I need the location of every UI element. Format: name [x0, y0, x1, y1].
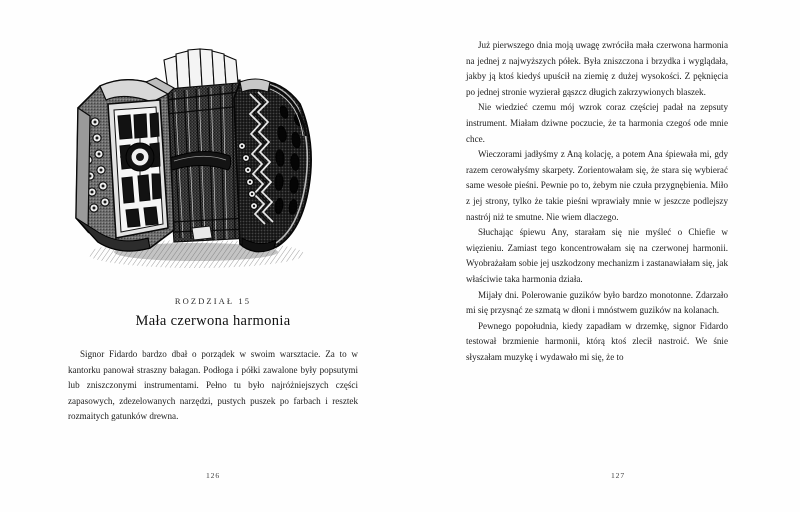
- paragraph: Nie wiedzieć czemu mój wzrok coraz częściej padał na zepsuty instrument. Miałam dziwne poczucie, że ta harmonia czegoś ode mnie chce.: [466, 102, 728, 144]
- accordion-left-body: [76, 80, 174, 251]
- accordion-illustration: [64, 42, 322, 282]
- chapter-number-label: ROZDZIAŁ 15: [174, 296, 252, 306]
- accordion-right-body: [234, 79, 311, 252]
- page-number-left: 126: [205, 471, 221, 480]
- page-number-right: 127: [610, 471, 626, 480]
- paragraph: Słuchając śpiewu Any, starałam się nie myśleć o Chiefie w więzieniu. Zamiast tego koncentrowałam się na czerwonej harmonii. Wyobrażałam sobie jej uszkodzony mechanizm i zastanawiałam się, jak właściwie taka harmonia działa.: [466, 227, 728, 284]
- grille-panel: [108, 100, 168, 238]
- chapter-heading: [68, 296, 358, 330]
- paragraph: Signor Fidardo bardzo dbał o porządek w swoim warsztacie. Za to w kantorku panował straszny bałagan. Podłoga i półki zawalone były popsutymi lub zniszczonymi instrumentami. Pełno tu było najróżniejszych części zapasowych, zdezelowanych narzędzi, pustych puszek po farbach i resztek rozmaitych gatunków drewna.: [68, 349, 358, 422]
- accordion-engraving-svg: [64, 42, 322, 282]
- paragraph: Mijały dni. Polerowanie guzików było bardzo monotonne. Zdarzało mi się przysnąć ze szmatą w dłoni i mnóstwem guzików na kolanach.: [466, 289, 728, 316]
- right-page-body: [466, 38, 728, 365]
- paragraph: Pewnego popołudnia, kiedy zapadłam w drzemkę, signor Fidardo testował brzmienie harmonii, którą ktoś zlecił nastroić. We śnie słyszałam muzykę i wydawało mi się, że to: [466, 320, 728, 362]
- right-page: [400, 0, 800, 512]
- left-page-body: [68, 347, 358, 425]
- chapter-title: Mała czerwona harmonia: [135, 313, 291, 329]
- paragraph: Już pierwszego dnia moją uwagę zwróciła mała czerwona harmonia na jednej z najwyższych półek. Była zniszczona i brzydka i wyglądała, jakby ją ktoś kiedyś upuścił na ziemię z dużej wysokości. Z pęknięcia po jednej stronie wyzierał gąszcz długich zakrzywionych blaszek.: [466, 40, 728, 97]
- paragraph: Wieczorami jadłyśmy z Aną kolację, a potem Ana śpiewała mi, gdy razem cerowałyśmy skarpety. Zorientowałam się, że stara się wybierać same wesołe pieśni. Pewnie po to, żebym nie czuła przygnębienia. Miło z jej strony, tylko że takie pieśni wprawiały mnie w jeszcze podlejszy nastrój niż te smutne. Nie wiem dlaczego.: [466, 149, 728, 222]
